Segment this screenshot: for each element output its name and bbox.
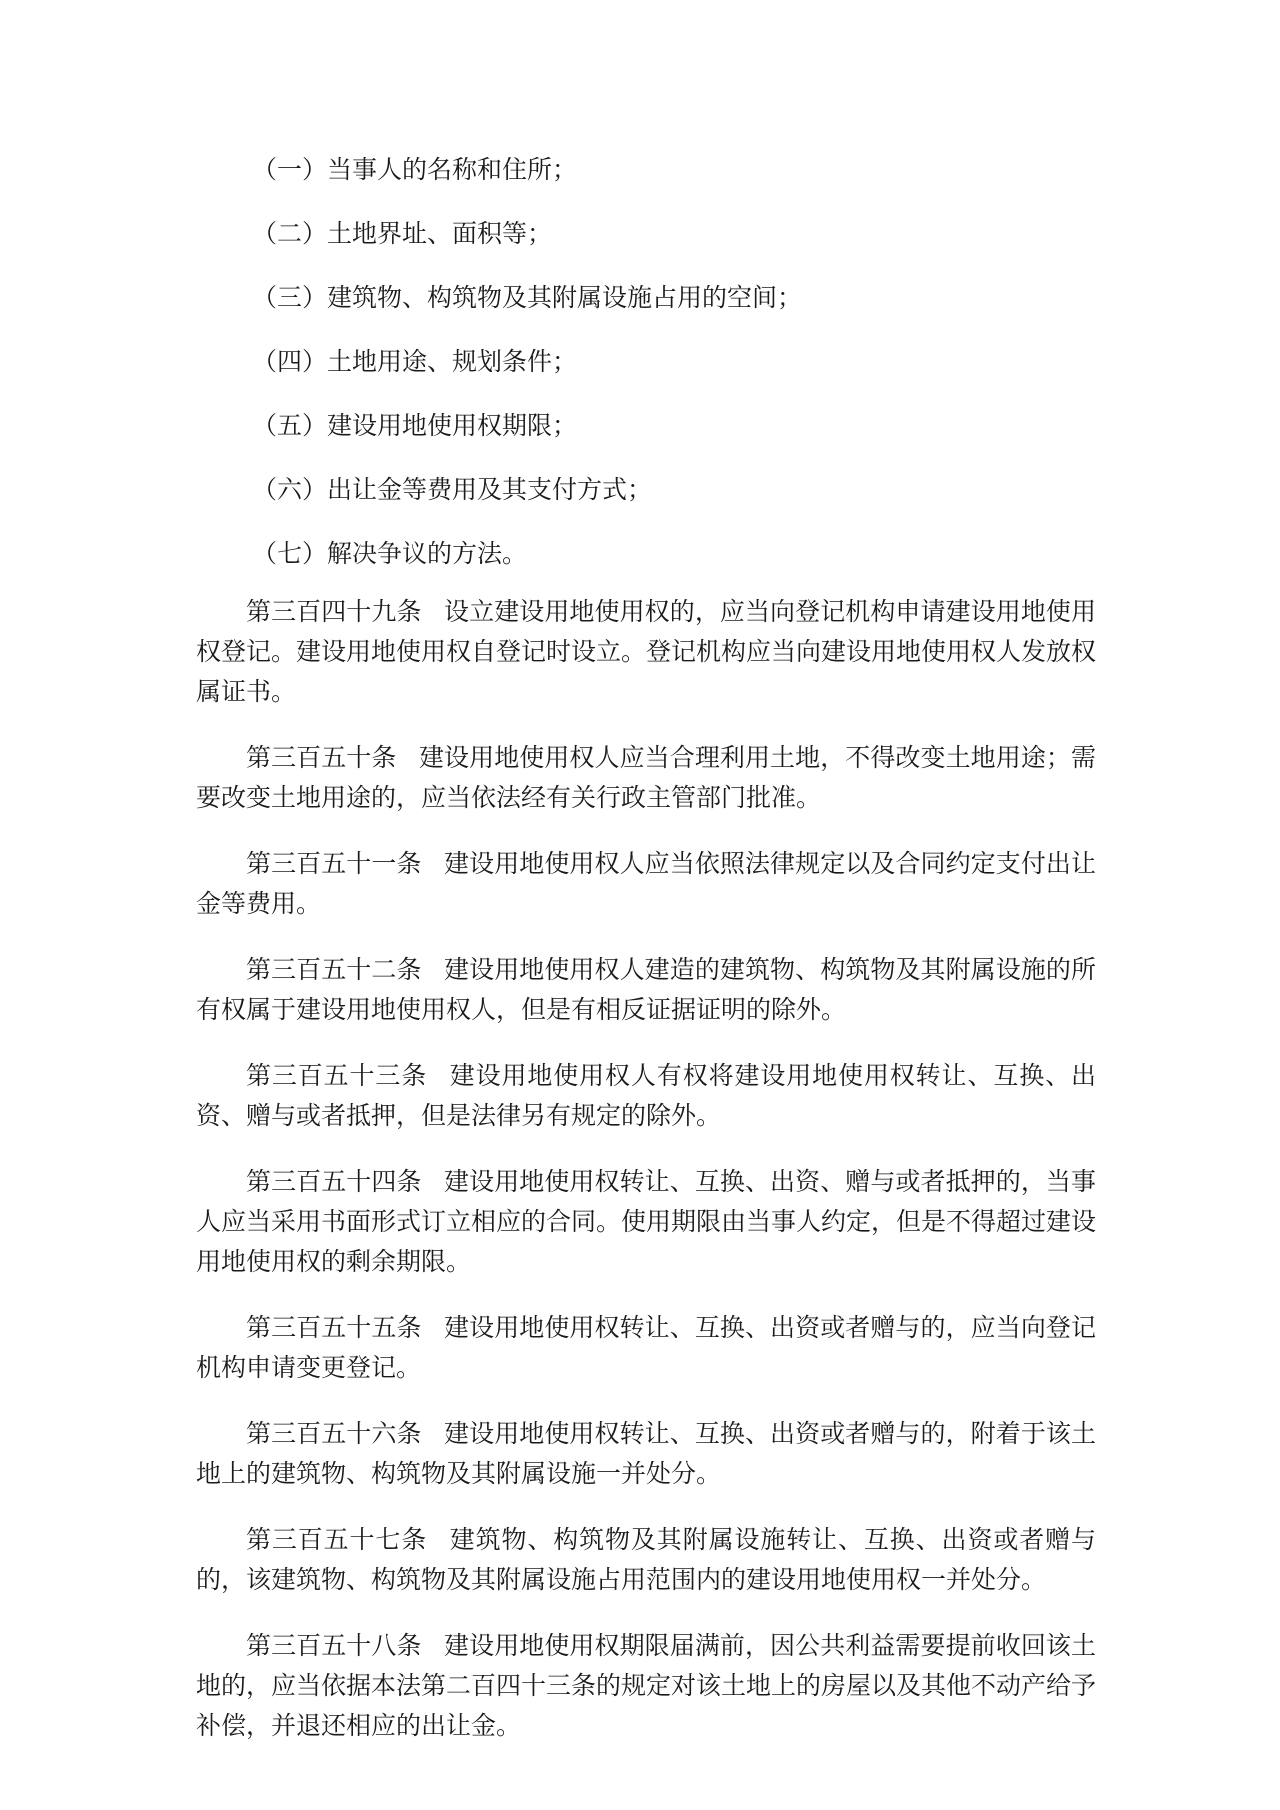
article-text: 建设用地使用权人建造的建筑物、构筑物及其附属设施的所有权属于建设用地使用权人，但是有相反证据证明的除外。	[196, 955, 1096, 1024]
clause-item-4: （四）土地用途、规划条件；	[252, 347, 578, 376]
article-353	[196, 1056, 1096, 1136]
article-list	[196, 592, 1096, 1772]
article-text: 建设用地使用权转让、互换、出资或者赠与的，应当向登记机构申请变更登记。	[196, 1313, 1096, 1382]
article-352	[196, 950, 1096, 1030]
article-number: 第三百五十条	[246, 743, 397, 772]
article-number: 第三百五十二条	[246, 955, 422, 984]
article-number: 第三百五十七条	[246, 1525, 428, 1554]
article-text: 建筑物、构筑物及其附属设施转让、互换、出资或者赠与的，该建筑物、构筑物及其附属设施占用范围内的建设用地使用权一并处分。	[196, 1525, 1096, 1594]
article-356	[196, 1414, 1096, 1494]
article-354	[196, 1162, 1096, 1282]
clause-item-6: （六）出让金等费用及其支付方式；	[252, 475, 653, 504]
article-text: 建设用地使用权人有权将建设用地使用权转让、互换、出资、赠与或者抵押，但是法律另有规定的除外。	[196, 1061, 1096, 1130]
contract-clause-list	[252, 152, 1112, 600]
article-number: 第三百四十九条	[246, 597, 422, 626]
article-349	[196, 592, 1096, 712]
article-351	[196, 844, 1096, 924]
article-number: 第三百五十三条	[246, 1061, 428, 1090]
article-number: 第三百五十五条	[246, 1313, 422, 1342]
article-text: 设立建设用地使用权的，应当向登记机构申请建设用地使用权登记。建设用地使用权自登记时设立。登记机构应当向建设用地使用权人发放权属证书。	[196, 597, 1097, 706]
clause-item-7: （七）解决争议的方法。	[252, 539, 528, 568]
article-358	[196, 1626, 1096, 1746]
article-357	[196, 1520, 1096, 1600]
article-350	[196, 738, 1096, 818]
article-number: 第三百五十六条	[246, 1419, 422, 1448]
article-text: 建设用地使用权人应当合理利用土地，不得改变土地用途；需要改变土地用途的，应当依法经有关行政主管部门批准。	[196, 743, 1096, 812]
article-text: 建设用地使用权期限届满前，因公共利益需要提前收回该土地的，应当依据本法第二百四十三条的规定对该土地上的房屋以及其他不动产给予补偿，并退还相应的出让金。	[196, 1631, 1097, 1740]
article-number: 第三百五十八条	[246, 1631, 422, 1660]
article-355	[196, 1308, 1096, 1388]
article-number: 第三百五十一条	[246, 849, 422, 878]
clause-item-2: （二）土地界址、面积等；	[252, 219, 553, 248]
article-text: 建设用地使用权转让、互换、出资、赠与或者抵押的，当事人应当采用书面形式订立相应的合同。使用期限由当事人约定，但是不得超过建设用地使用权的剩余期限。	[196, 1167, 1097, 1276]
clause-item-3: （三）建筑物、构筑物及其附属设施占用的空间；	[252, 283, 803, 312]
article-number: 第三百五十四条	[246, 1167, 422, 1196]
article-text: 建设用地使用权转让、互换、出资或者赠与的，附着于该土地上的建筑物、构筑物及其附属设施一并处分。	[196, 1419, 1096, 1488]
clause-item-5: （五）建设用地使用权期限；	[252, 411, 578, 440]
article-text: 建设用地使用权人应当依照法律规定以及合同约定支付出让金等费用。	[196, 849, 1096, 918]
clause-item-1: （一）当事人的名称和住所；	[252, 155, 578, 184]
